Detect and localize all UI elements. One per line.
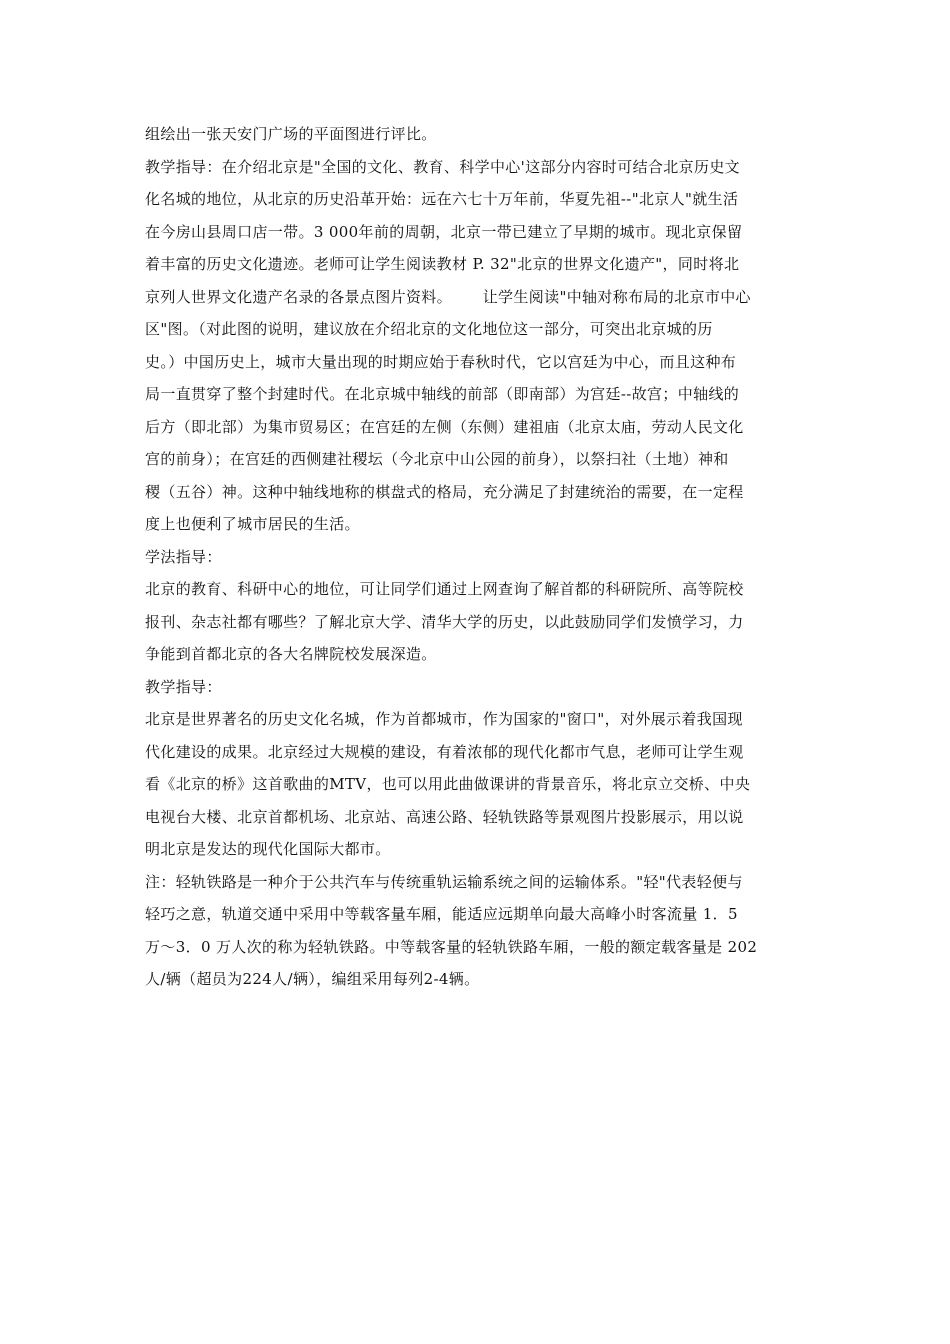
- text-line: 史。）中国历史上，城市大量出现的时期应始于春秋时代，它以宫廷为中心，而且这种布: [145, 352, 737, 371]
- text-line: 轻巧之意，轨道交通中采用中等载客量车厢，能适应远期单向最大高峰小时客流量 1．5: [145, 905, 738, 923]
- text-line: 局一直贯穿了整个封建时代。在北京城中轴线的前部（即南部）为宫廷--故宫；中轴线的: [145, 385, 740, 403]
- section-heading: 教学指导：: [145, 677, 222, 696]
- text-line: 万～3．0 万人次的称为轻轨铁路。中等载客量的轻轨铁路车厢，一般的额定载客量是 202: [145, 937, 758, 956]
- text-line: 明北京是发达的现代化国际大都市。: [145, 840, 391, 858]
- text-line: 教学指导：在介绍北京是"全国的文化、教育、科学中心'这部分内容时可结合北京历史文: [145, 157, 741, 176]
- text-line: 注：轻轨铁路是一种介于公共汽车与传统重轨运输系统之间的运输体系。"轻"代表轻便与: [145, 872, 743, 891]
- text-line: 在今房山县周口店一带。3 000年前的周朝，北京一带已建立了早期的城市。现北京保留: [145, 222, 743, 241]
- text-line: 报刊、杂志社都有哪些？了解北京大学、清华大学的历史，以此鼓励同学们发愤学习，力: [145, 612, 744, 631]
- text-line: 化名城的地位，从北京的历史沿革开始：远在六七十万年前，华夏先祖--"北京人"就生活: [145, 190, 739, 208]
- document-body: [145, 118, 810, 996]
- text-line: 京列人世界文化遗产名录的各景点图片资料。 让学生阅读"中轴对称布局的北京市中心: [145, 287, 751, 306]
- text-line: 后方（即北部）为集市贸易区；在宫廷的左侧（东侧）建祖庙（北京太庙，劳动人民文化: [145, 417, 744, 436]
- section-heading: 学法指导：: [145, 547, 222, 566]
- text-line: 看《北京的桥》这首歌曲的MTV，也可以用此曲做课讲的背景音乐，将北京立交桥、中央: [145, 775, 751, 793]
- text-line: 争能到首都北京的各大名牌院校发展深造。: [145, 645, 437, 663]
- text-line: 着丰富的历史文化遗迹。老师可让学生阅读教材 P. 32"北京的世界文化遗产"，同时将北: [145, 255, 740, 273]
- text-line: 电视台大楼、北京首都机场、北京站、高速公路、轻轨铁路等景观图片投影展示，用以说: [145, 807, 744, 826]
- text-line: 度上也便利了城市居民的生活。: [145, 515, 360, 533]
- text-line: 区"图。（对此图的说明，建议放在介绍北京的文化地位这一部分，可突出北京城的历: [145, 320, 713, 338]
- text-line: 稷（五谷）神。这种中轴线地称的棋盘式的格局，充分满足了封建统治的需要，在一定程: [145, 482, 744, 501]
- text-line: 北京的教育、科研中心的地位，可让同学们通过上网查询了解首都的科研院所、高等院校: [145, 580, 744, 598]
- text-line: 宫的前身）；在宫廷的西侧建社稷坛（今北京中山公园的前身），以祭扫社（土地）神和: [145, 450, 729, 468]
- text-line: 北京是世界著名的历史文化名城，作为首都城市，作为国家的"窗口"，对外展示着我国现: [145, 710, 743, 728]
- text-line: 组绘出一张天安门广场的平面图进行评比。: [145, 125, 437, 143]
- text-line: 人/辆（超员为224人/辆），编组采用每列2-4辆。: [145, 970, 480, 988]
- text-line: 代化建设的成果。北京经过大规模的建设，有着浓郁的现代化都市气息，老师可让学生观: [145, 742, 744, 761]
